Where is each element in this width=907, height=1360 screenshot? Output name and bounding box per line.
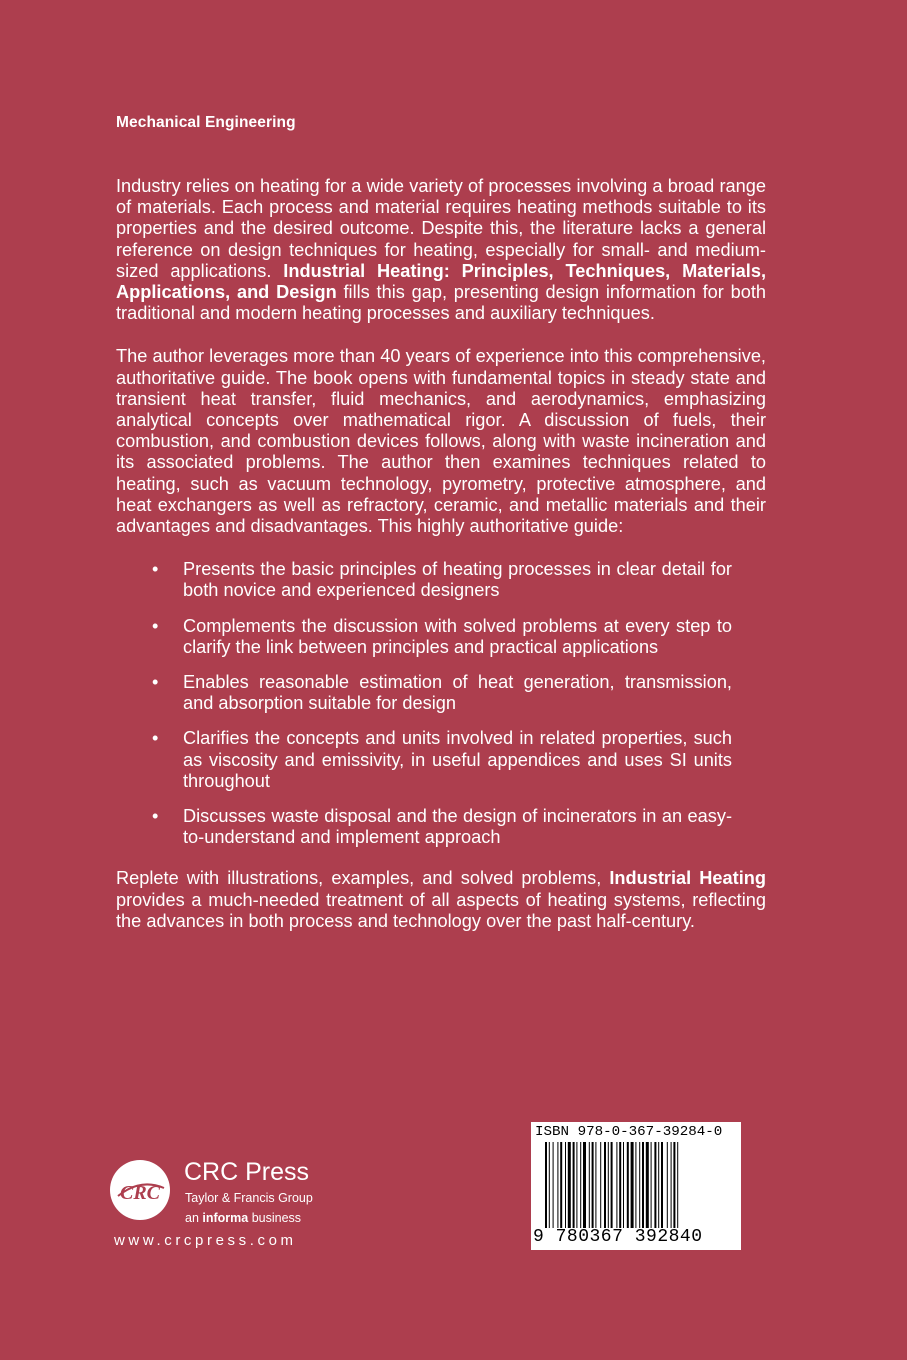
barcode-bar: [667, 1142, 668, 1228]
crc-logo-icon: [108, 1158, 172, 1222]
list-item: • Enables reasonable estimation of heat generation, transmission, and absorption suitable for design: [152, 672, 732, 714]
list-item: • Presents the basic principles of heating processes in clear detail for both novice and experienced designers: [152, 559, 732, 601]
barcode-bar: [553, 1142, 554, 1228]
barcode-bar: [576, 1142, 577, 1228]
closing-text-b: provides a much-needed treatment of all aspects of heating systems, reflecting the advances in both process and technology over the past half-century.: [116, 889, 766, 931]
publisher-name: CRC Press: [184, 1158, 310, 1186]
barcode-bar: [589, 1142, 590, 1228]
barcode-bar: [545, 1142, 547, 1228]
barcode-bar: [573, 1142, 575, 1228]
barcode-bar: [631, 1142, 634, 1228]
barcode-bar: [557, 1142, 558, 1228]
barcode-bar: [568, 1142, 571, 1228]
barcode-bar: [651, 1142, 652, 1228]
feature-list: [116, 559, 732, 848]
publisher-group: Taylor & Francis Group: [185, 1191, 313, 1205]
isbn-label: ISBN 978-0-367-39284-0: [535, 1124, 723, 1140]
barcode-bar: [616, 1142, 617, 1228]
barcode-digits: 9 780367 392840: [533, 1227, 703, 1247]
barcode-bar: [627, 1142, 629, 1228]
closing-paragraph: [116, 868, 766, 932]
biz-text-a: an: [185, 1211, 203, 1225]
barcode-bar: [661, 1142, 663, 1228]
barcode-bar: [560, 1142, 562, 1228]
intro-text-b: fills this gap, presenting design information for both traditional and modern heating processes and auxiliary techniques.: [116, 282, 767, 324]
barcode-bar: [658, 1142, 659, 1228]
book-title-full: Industrial Heating: Principles, Techniques, Materials, Applications, and Design: [116, 260, 767, 303]
barcode-bar: [673, 1142, 675, 1228]
barcode-bar: [608, 1142, 609, 1228]
publisher-business: [185, 1210, 301, 1226]
intro-paragraph-2: The author leverages more than 40 years of experience into this comprehensive, authoritative guide. The book opens with fundamental topics in steady state and transient heat transfer, fluid mechanics, and aerodynamics, emphasizing analytical concepts over mathematical rigor. A discussion of fuels, their combustion, and combustion devices follows, along with waste incineration and its associated problems. The author then examines techniques related to heating, such as vacuum technology, pyrometry, protective atmosphere, and heat exchangers as well as refractory, ceramic, and metallic materials and their advantages and disadvantages. This highly authoritative guide:: [116, 346, 766, 537]
barcode-bar: [611, 1142, 613, 1228]
barcode-bar: [604, 1142, 606, 1228]
barcode-bars: [545, 1142, 735, 1228]
barcode-bar: [623, 1142, 624, 1228]
closing-text-a: Replete with illustrations, examples, and solved problems,: [116, 868, 610, 889]
publisher-block: [108, 1158, 368, 1258]
barcode-bar: [635, 1142, 636, 1228]
list-item: • Complements the discussion with solved problems at every step to clarify the link between principles and practical applications: [152, 616, 732, 658]
barcode-bar: [565, 1142, 566, 1228]
barcode-bar: [549, 1142, 550, 1228]
category-label: Mechanical Engineering: [116, 114, 296, 131]
list-item: • Discusses waste disposal and the design of incinerators in an easy-to-understand and implement approach: [152, 806, 732, 848]
barcode-bar: [592, 1142, 594, 1228]
barcode-bar: [671, 1142, 672, 1228]
logo-text: CRC: [119, 1182, 161, 1204]
barcode-bar: [677, 1142, 678, 1228]
description: [116, 176, 766, 954]
list-item: • Clarifies the concepts and units involved in related properties, such as viscosity and emissivity, in useful appendices and uses SI units throughout: [152, 728, 732, 792]
publisher-url: www.crcpress.com: [114, 1232, 297, 1249]
barcode-bar: [583, 1142, 586, 1228]
book-title-short: Industrial Heating: [609, 868, 766, 889]
biz-brand: informa: [202, 1211, 249, 1225]
intro-paragraph-1: [116, 176, 766, 324]
barcode-bar: [654, 1142, 656, 1228]
isbn-barcode: [531, 1122, 741, 1250]
barcode-bar: [600, 1142, 601, 1228]
barcode-bar: [639, 1142, 640, 1228]
intro-text-a: Industry relies on heating for a wide variety of processes involving a broad range of materials. Each process and material requires heating methods suitable to its properties and the desired outcome. Despite this, the literature lacks a general reference on design techniques for heating, especially for small- and medium-sized applications.: [116, 176, 766, 281]
barcode-bar: [619, 1142, 621, 1228]
biz-text-b: business: [248, 1211, 302, 1225]
barcode-bar: [580, 1142, 581, 1228]
barcode-bar: [595, 1142, 596, 1228]
barcode-bar: [642, 1142, 644, 1228]
barcode-bar: [646, 1142, 649, 1228]
